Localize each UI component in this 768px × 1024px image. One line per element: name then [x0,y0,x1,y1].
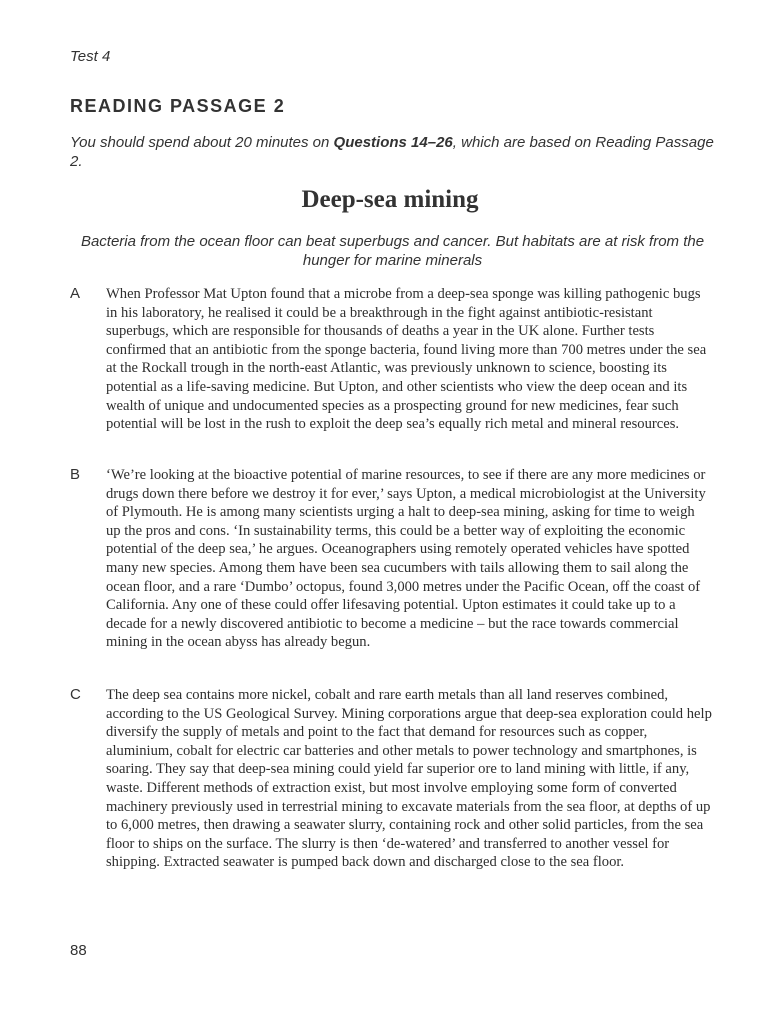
paragraph-text: The deep sea contains more nickel, cobalt and rare earth metals than all land reserves combined, according to the US Geological Survey. Mining corporations argue that deep-sea exploration could help diversify the supply of metals and point to the fact that demand for resources such as copper, aluminium, cobalt for electric car batteries and other metals to power technology and smartphones, is soaring. They say that deep-sea mining could yield far superior ore to land mining with little, if any, waste. Different methods of extraction exist, but most involve employing some form of converted machinery previously used in terrestrial mining to excavate materials from the sea floor, at depths of up to 6,000 metres, then drawing a seawater slurry, containing rock and other solid particles, from the sea floor to ships on the surface. The slurry is then ‘de-watered’ and transferred to another vessel for shipping. Extracted seawater is pumped back down and discharged close to the sea floor. [106,687,712,871]
instructions-suffix: , which are based on Reading Passage 2. [70,134,714,170]
test-label: Test 4 [70,48,111,65]
paragraph-text: ‘We’re looking at the bioactive potential of marine resources, to see if there are any more medicines or drugs down there before we destroy it for ever,’ says Upton, a medical microbiologist at the University of Plymouth. He is among many scientists urging a halt to deep-sea mining, asking for time to weigh up the pros and cons. ‘In sustainability terms, this could be a better way of exploiting the economic potential of the deep sea,’ he argues. Oceanographers using remotely operated vehicles have spotted many new species. Among them have been sea cucumbers with tails allowing them to sail along the ocean floor, and a rare ‘Dumbo’ octopus, found 3,000 metres under the Pacific Ocean, off the coast of California. Any one of these could offer lifesaving potential. Upton estimates it could take up to a decade for a newly discovered antibiotic to become a medicine – but the race towards commercial mining in the ocean abyss has already begun. [106,467,706,651]
paragraph-letter: C [70,686,81,703]
paragraph-text: When Professor Mat Upton found that a microbe from a deep-sea sponge was killing pathogenic bugs in his laboratory, he realised it could be a breakthrough in the fight against antibiotic-resistant superbugs, which are responsible for thousands of deaths a year in the UK alone. Further tests confirmed that an antibiotic from the sponge bacteria, found living more than 700 metres under the sea at the Rockall trough in the north-east Atlantic, was previously unknown to science, boosting its potential as a life-saving medicine. But Upton, and other scientists who view the deep ocean and its wealth of unique and undocumented species as a prospecting ground for new medicines, fear such potential will be lost in the rush to exploit the deep sea’s equally rich metal and mineral resources. [106,286,707,433]
instructions [70,133,715,171]
page-number: 88 [70,942,87,959]
paragraph-letter: B [70,466,81,483]
paragraph-letter: A [70,285,81,302]
article-subtitle: Bacteria from the ocean floor can beat superbugs and cancer. But habitats are at risk from the hunger for marine minerals [80,233,705,269]
article-title: Deep-sea mining [301,186,479,213]
section-heading: READING PASSAGE 2 [70,96,286,116]
instructions-prefix: You should spend about 20 minutes on [70,134,334,151]
instructions-questions: Questions 14–26 [333,134,453,151]
